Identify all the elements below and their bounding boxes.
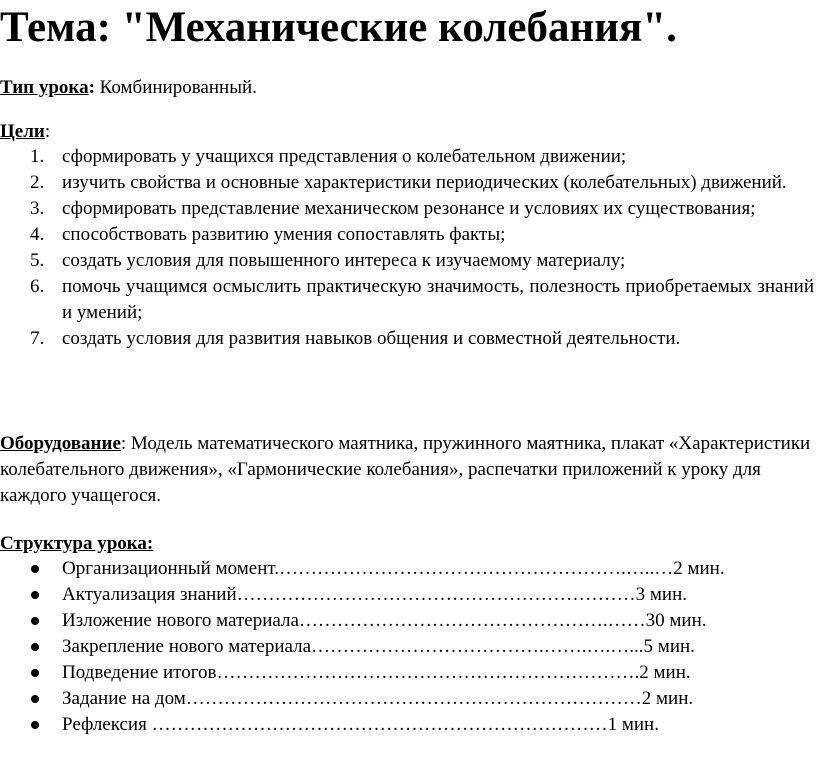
structure-item-text: Актуализация знаний………………………………………………………3 мин. [62, 584, 687, 605]
lesson-type-paragraph [0, 75, 814, 101]
structure-item [0, 556, 816, 582]
goal-item [0, 326, 816, 352]
structure-item-text: Изложение нового материала………………………………………….……30 мин. [62, 610, 707, 631]
goal-number: 7. [30, 328, 45, 349]
equipment-label: Оборудование [0, 433, 121, 454]
structure-item-text: Подведение итогов………………………………………………………….2 мин. [62, 662, 691, 683]
structure-item-text: Закрепление нового материала……………………………….…….….…...5 мин. [62, 636, 695, 657]
equipment-paragraph [0, 431, 814, 509]
structure-item-text: Организационный момент.……………………………………………….…..…2 мин. [62, 558, 725, 579]
goal-number: 2. [30, 172, 45, 193]
goal-number: 4. [30, 224, 45, 245]
bullet-icon [31, 617, 39, 625]
goal-item [0, 144, 816, 170]
goals-colon: : [44, 121, 51, 142]
structure-item [0, 660, 816, 686]
lesson-type-value: Комбинированный. [94, 77, 257, 98]
goal-text: способствовать развитию умения сопоставлять факты; [62, 224, 506, 245]
structure-item [0, 608, 816, 634]
goal-text: создать условия для повышенного интереса к изучаемому материалу; [62, 250, 626, 271]
structure-item [0, 634, 816, 660]
structure-list [0, 556, 816, 738]
goal-text: сформировать у учащихся представления о колебательном движении; [62, 146, 627, 167]
goal-item [0, 248, 816, 274]
goal-number: 1. [30, 146, 45, 167]
structure-item-text: Рефлексия ………………………………………………………………1 мин. [62, 714, 659, 735]
structure-heading [0, 531, 814, 557]
structure-item [0, 686, 816, 712]
goal-number: 5. [30, 250, 45, 271]
goal-text: создать условия для развития навыков общения и совместной деятельности. [62, 328, 681, 349]
bullet-icon [31, 669, 39, 677]
goal-text: изучить свойства и основные характеристики периодических (колебательных) движений. [62, 172, 787, 193]
equipment-colon: : [120, 433, 127, 454]
goal-number: 3. [30, 198, 45, 219]
bullet-icon [31, 721, 39, 729]
bullet-icon [31, 643, 39, 651]
structure-item [0, 712, 816, 738]
goal-item [0, 222, 816, 248]
bullet-icon [31, 695, 39, 703]
document-title: Тема: "Механические колебания". [0, 4, 677, 51]
goal-item [0, 196, 816, 222]
lesson-type-colon: : [88, 77, 95, 98]
bullet-icon [31, 591, 39, 599]
goal-item [0, 274, 816, 326]
goals-list [0, 144, 816, 352]
structure-item-text: Задание на дом………………………………………………………………2 мин. [62, 688, 694, 709]
goal-text: помочь учащимся осмыслить практическую значимость, полезность приобретаемых знаний и умений; [62, 276, 814, 323]
lesson-type-label: Тип урока [0, 77, 89, 98]
goal-item [0, 170, 816, 196]
equipment-value: Модель математического маятника, пружинного маятника, плакат «Характеристики колебательного движения», «Гармонические колебания», распечатки приложений к уроку для каждого учащегося. [0, 433, 811, 506]
structure-item [0, 582, 816, 608]
structure-label: Структура урока: [0, 533, 154, 554]
goal-number: 6. [30, 276, 45, 297]
goal-text: сформировать представление механическом резонансе и условиях их существования; [62, 198, 756, 219]
goals-label: Цели [0, 121, 45, 142]
goals-heading [0, 119, 814, 145]
bullet-icon [31, 565, 39, 573]
